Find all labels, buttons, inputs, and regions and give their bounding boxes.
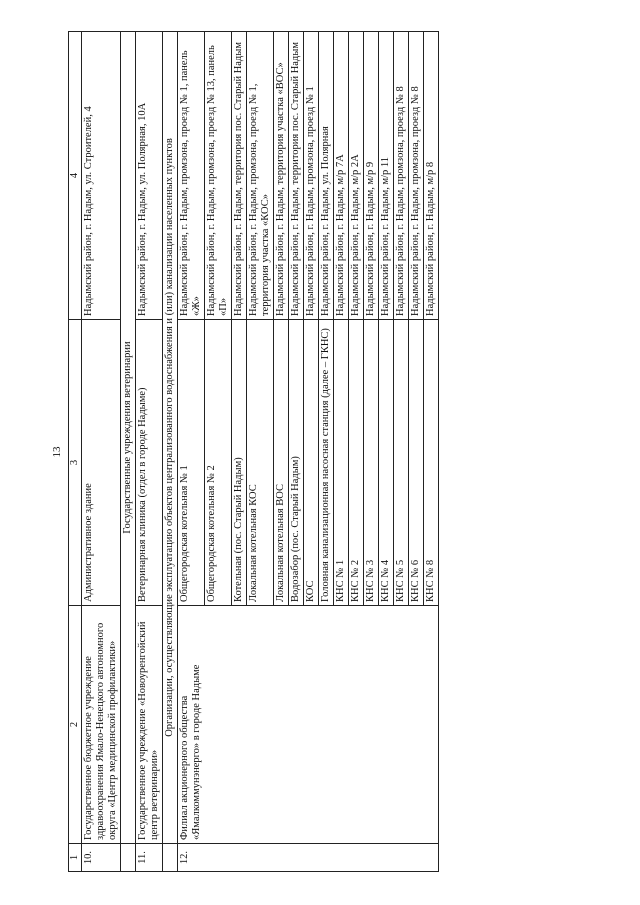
object-name: КНС № 8 [424,320,439,606]
row-number: 10. [82,844,121,872]
row-number: 11. [136,844,163,872]
section-row [163,32,178,872]
header-col-1: 1 [69,844,82,872]
object-name: КНС № 5 [394,320,409,606]
rotated-sheet [50,32,590,872]
object-name: Административное здание [82,320,121,606]
object-address: Надымский район, г. Надым, территория пос. Старый Надым [289,32,304,320]
object-address: Надымский район, г. Надым, промзона, проезд № 8 [394,32,409,320]
section-title: Организации, осуществляющие эксплуатацию объектов централизованного водоснабжения и (или) канализации населенных пунктов [163,32,178,844]
object-name: КНС № 3 [364,320,379,606]
object-name: Котельная (пос. Старый Надым) [232,320,247,606]
objects-table [68,31,439,872]
header-col-4: 4 [69,32,82,320]
section-number-cell [163,844,178,872]
header-col-3: 3 [69,320,82,606]
page-number: 13 [51,446,63,458]
object-address: Надымский район, г. Надым, промзона, проезд № 1 [304,32,319,320]
object-name: Общегородская котельная № 1 [178,320,205,606]
object-address: Надымский район, г. Надым, промзона, проезд № 1, панель «Ж» [178,32,205,320]
organization-name: Государственное учреждение «Новоуренгойский центр ветеринарии» [136,606,163,844]
table-row [82,32,121,872]
object-name: КНС № 4 [379,320,394,606]
object-address: Надымский район, г. Надым, территория пос. Старый Надым [232,32,247,320]
object-address: Надымский район, г. Надым, ул. Строителей, 4 [82,32,121,320]
section-row [121,32,136,872]
table-body [69,32,439,872]
object-name: Головная канализационная насосная станция (далее – ГКНС) [319,320,334,606]
object-address: Надымский район, г. Надым, м/р 8 [424,32,439,320]
object-name: КОС [304,320,319,606]
object-name: Ветеринарная клиника (отдел в городе Надыме) [136,320,163,606]
object-address: Надымский район, г. Надым, промзона, проезд № 1, территория участка «КОС» [247,32,274,320]
object-address: Надымский район, г. Надым, м/р 11 [379,32,394,320]
table-row [178,32,205,872]
object-name: Локальная котельная КОС [247,320,274,606]
object-name: КНС № 6 [409,320,424,606]
object-address: Надымский район, г. Надым, м/р 9 [364,32,379,320]
table-header-row [69,32,82,872]
object-name: Локальная котельная ВОС [274,320,289,606]
object-address: Надымский район, г. Надым, ул. Полярная, 10А [136,32,163,320]
object-name: КНС № 1 [334,320,349,606]
object-name: КНС № 2 [349,320,364,606]
object-name: Водозабор (пос. Старый Надым) [289,320,304,606]
organization-name: Филиал акционерного общества «Ямалкоммунэнерго» в городе Надыме [178,606,439,844]
object-name: Общегородская котельная № 2 [205,320,232,606]
object-address: Надымский район, г. Надым, ул. Полярная [319,32,334,320]
row-number: 12. [178,844,439,872]
section-title: Государственные учреждения ветеринарии [121,32,136,844]
object-address: Надымский район, г. Надым, промзона, проезд № 8 [409,32,424,320]
section-number-cell [121,844,136,872]
header-col-2: 2 [69,606,82,844]
object-address: Надымский район, г. Надым, промзона, проезд № 13, панель «П» [205,32,232,320]
table-row [136,32,163,872]
object-address: Надымский район, г. Надым, м/р 7А [334,32,349,320]
object-address: Надымский район, г. Надым, территория участка «ВОС» [274,32,289,320]
organization-name: Государственное бюджетное учреждение здравоохранения Ямало-Ненецкого автономного округа «Центр медицинской профилактики» [82,606,121,844]
object-address: Надымский район, г. Надым, м/р 2А [349,32,364,320]
